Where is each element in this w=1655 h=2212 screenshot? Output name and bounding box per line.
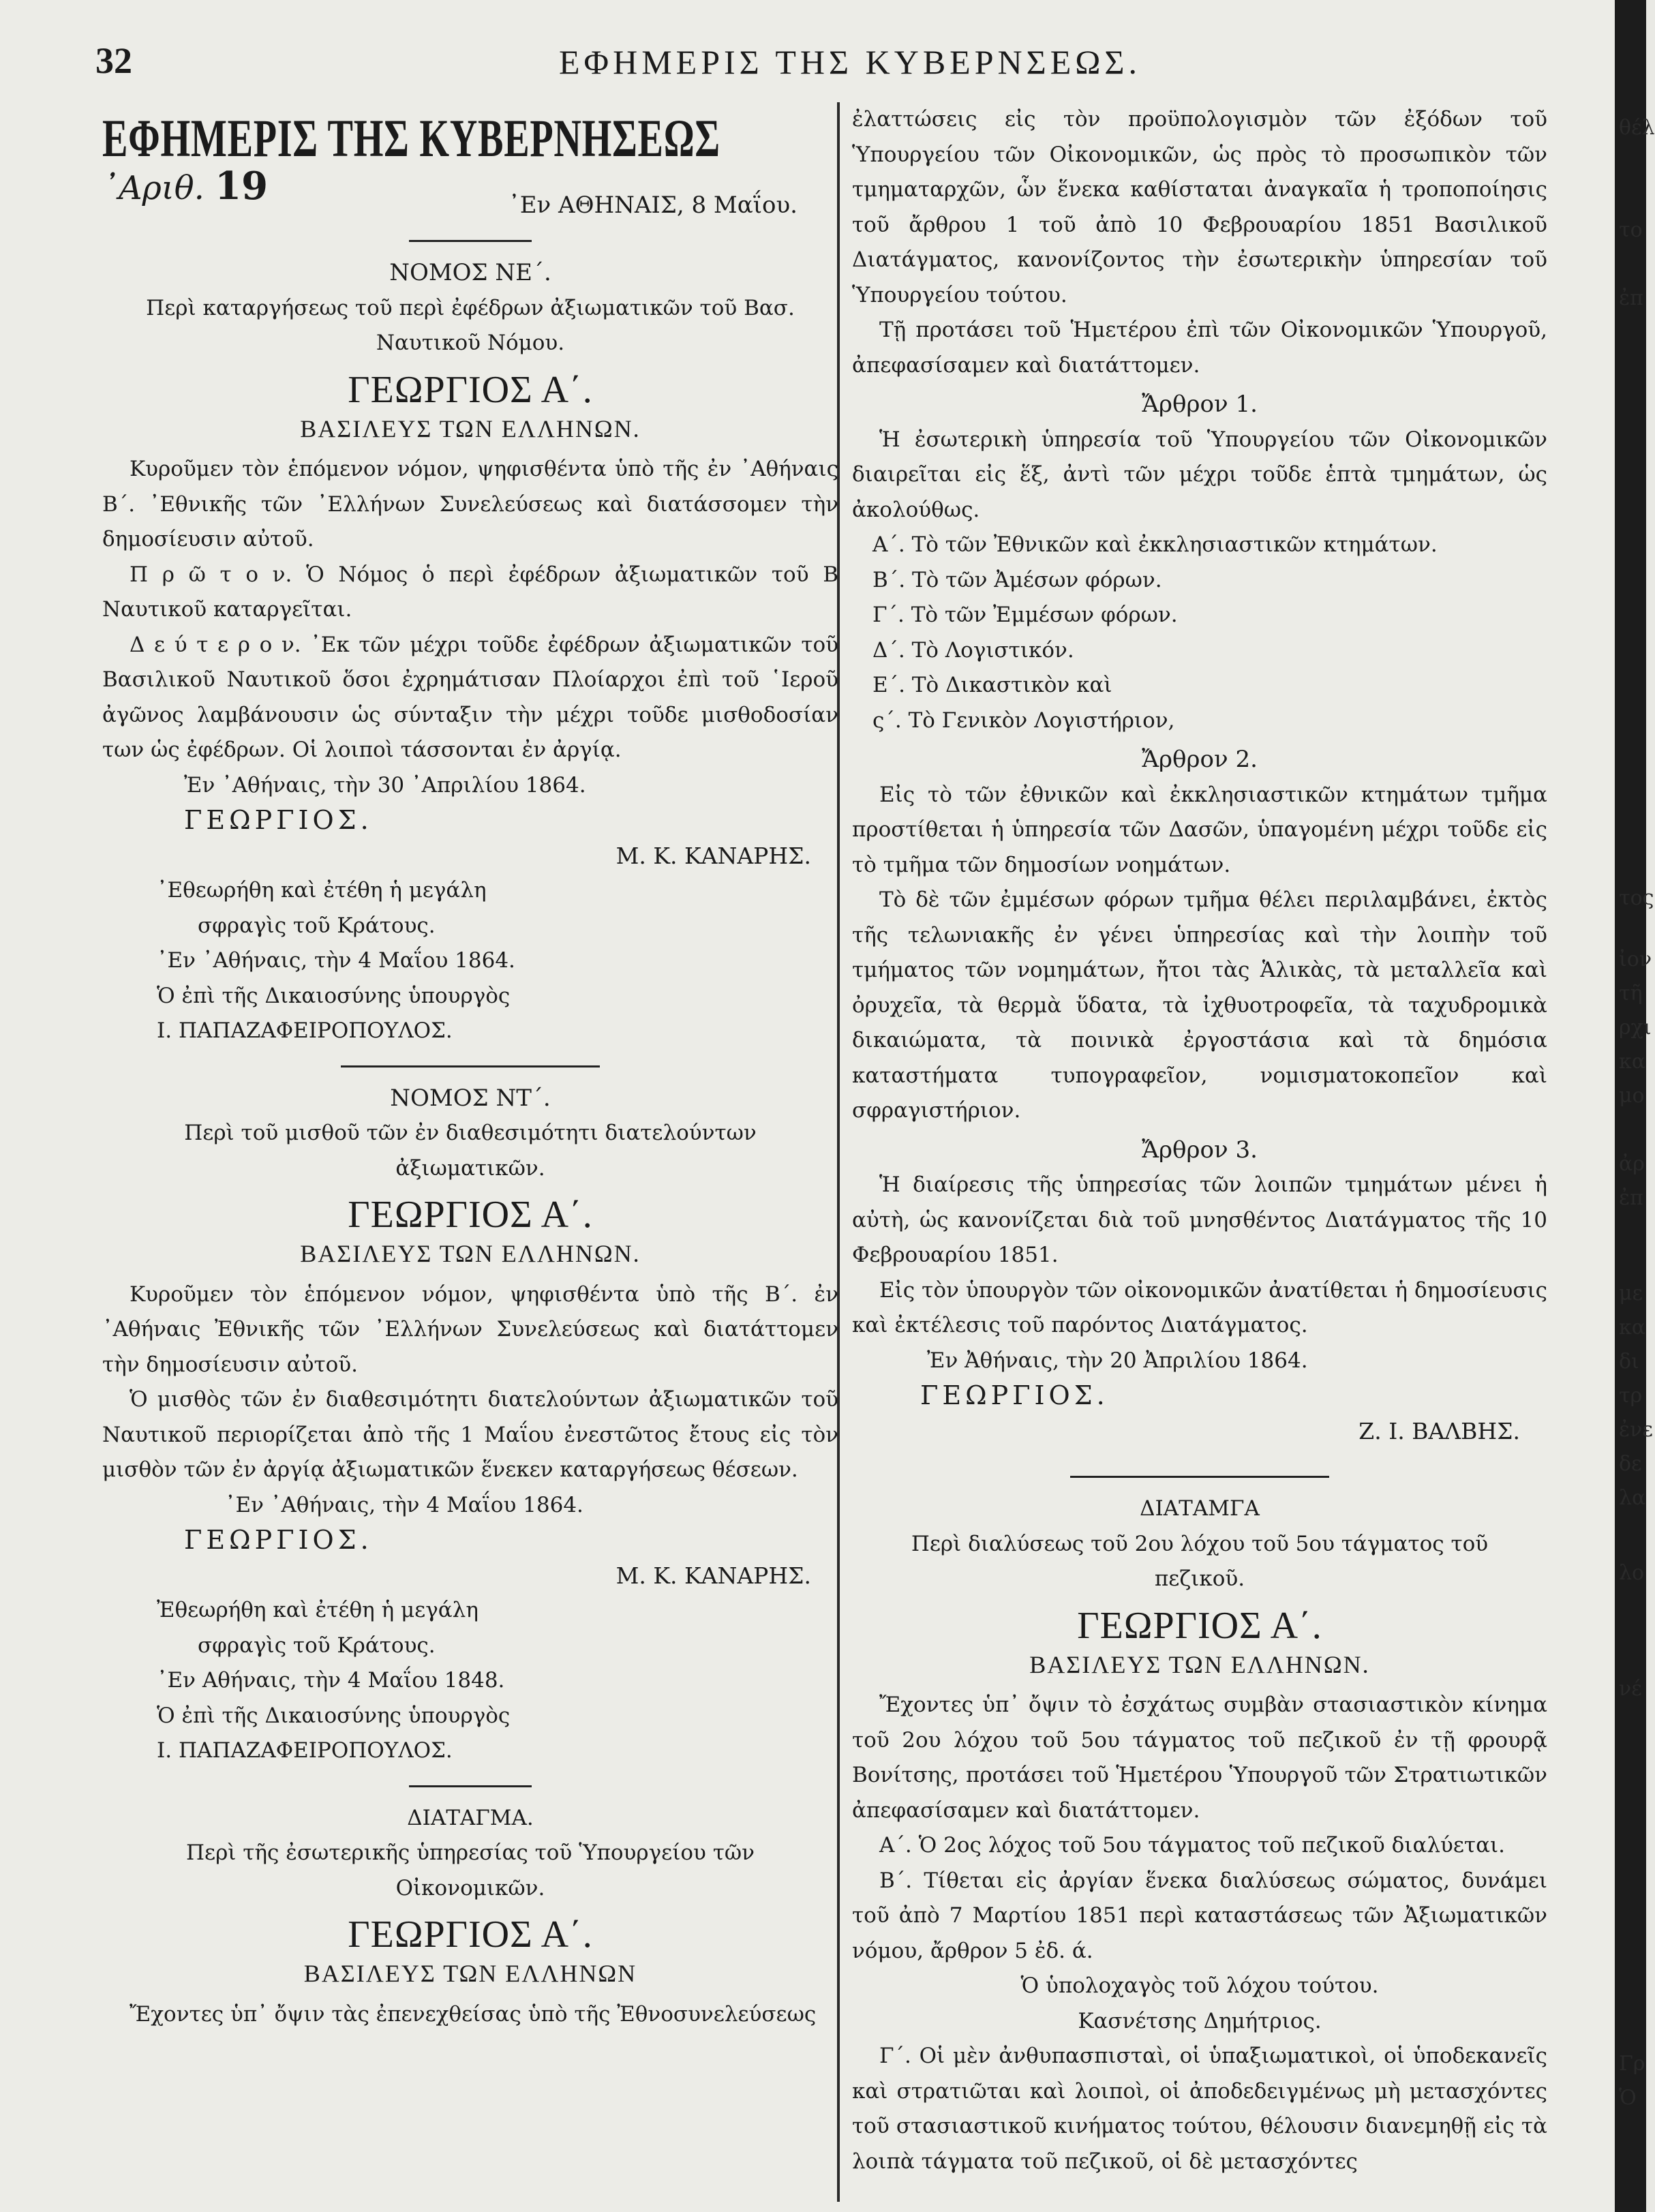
decree-opening: Ἔχοντες ὑπ᾿ ὄψιν τὰς ἐπενεχθείσας ὑπὸ τῆς Ἐθνοσυνελεύσεως: [130, 2001, 817, 2027]
fragment: κα: [1619, 1050, 1646, 1074]
list-item: Α΄. Τὸ τῶν Ἐθνικῶν καὶ ἐκκλησιαστικῶν κτημάτων.: [872, 532, 1438, 557]
decree-clause: Β΄. Τίθεται εἰς ἀργίαν ἕνεκα διαλύσεως σώματος, δυνάμει τοῦ ἀπὸ 7 Μαρτίου 1851 περὶ καταστάσεως τῶν Ἀξιωματικῶν νόμου, ἄρθρον 5 ἐδ. ά.: [852, 1868, 1547, 1963]
dated: Ἐν Ἀθήναις, τὴν 20 Ἀπριλίου 1864.: [927, 1348, 1308, 1373]
article-text: Τὸ δὲ τῶν ἐμμέσων φόρων τμῆμα θέλει περιλαμβάνει, ἐκτὸς τῆς τελωνιακῆς ἐν γένει ὑπηρεσίας καὶ τὴν λοιπὴν τοῦ τμήματος τῶν νομημάτων, ἤτοι τὰς Ἁλικὰς, τὰ μεταλλεῖα καὶ ὀρυχεῖα, τὰ θερμὰ ὕδατα, τὰ ἰχθυοτροφεῖα, τὰ ταχυδρομικὰ δικαιώματα, τὰ ποινικὰ ἐργοστάσια καὶ τὰ δημόσια καταστήματα τυπογραφεῖον, νομισματοκοπεῖον καὶ σφραγιστήριον.: [852, 888, 1547, 1123]
king-title: ΒΑΣΙΛΕΥΣ ΤΩΝ ΕΛΛΗΝΩΝ: [303, 1960, 637, 1987]
fragment: Ὁ: [1619, 2086, 1637, 2110]
fragment: κα: [1619, 1316, 1646, 1339]
seal-line: σφραγὶς τοῦ Κράτους.: [198, 1633, 436, 1658]
decree-opening: Ἔχοντες ὑπ᾿ ὄψιν τὸ ἐσχάτως συμβὰν στασιαστικὸν κίνημα τοῦ 2ου λόχου τοῦ 5ου τάγματος τοῦ πεζικοῦ ἐν τῇ φρουρᾷ Βονίτσης, προτάσει τοῦ Ἡμετέρου Ὑπουργοῦ τῶν Στρατιωτικῶν ἀπεφασίσαμεν καὶ διατάττομεν.: [852, 1693, 1547, 1823]
countersign: Ζ. Ι. ΒΑΛΒΗΣ.: [1358, 1417, 1520, 1444]
decree-clause: Α΄. Ὁ 2ος λόχος τοῦ 5ου τάγματος τοῦ πεζικοῦ διαλύεται.: [879, 1833, 1506, 1858]
law-heading: ΝΟΜΟΣ ΝΕ΄.: [389, 259, 551, 286]
article-text: Ἡ ἐσωτερικὴ ὑπηρεσία τοῦ Ὑπουργείου τῶν Οἰκονομικῶν διαιρεῖται εἰς ἕξ, ἀντὶ τῶν μέχρι τοῦδε ἑπτὰ τμημάτων, ὡς ἀκολούθως.: [852, 427, 1547, 522]
law-nt: [102, 1081, 838, 1769]
dated: Ἐν ᾿Αθήναις, τὴν 30 ᾿Απριλίου 1864.: [184, 772, 586, 798]
seal-line: σφραγὶς τοῦ Κράτους.: [198, 913, 436, 938]
fragment: ἐπ: [1619, 286, 1643, 310]
decree-heading: ΔΙΑΤΑΜΓΑ: [1140, 1496, 1260, 1521]
decree-subject: Περὶ τῆς ἐσωτερικῆς ὑπηρεσίας τοῦ Ὑπουργείου τῶν Οἰκονομικῶν.: [185, 1840, 755, 1900]
decree-proposal: Τῇ προτάσει τοῦ Ἡμετέρου ἐπὶ τῶν Οἰκονομικῶν Ὑπουργοῦ, ἀπεφασίσαμεν καὶ διατάττομεν.: [852, 318, 1547, 378]
fragment: ρχι: [1619, 1016, 1652, 1040]
king-title: ΒΑΣΙΛΕΥΣ ΤΩΝ ΕΛΛΗΝΩΝ.: [1029, 1650, 1370, 1678]
article-text: Ἡ διαίρεσις τῆς ὑπηρεσίας τῶν λοιπῶν τμημάτων μένει ἡ αὐτὴ, ὡς κανονίζεται διὰ τοῦ μνησθέντος Διατάγματος τῆς 10 Φεβρουαρίου 1851.: [852, 1172, 1547, 1267]
fragment: με: [1619, 1282, 1643, 1305]
officer-title: Ὁ ὑπολοχαγὸς τοῦ λόχου τούτου.: [1020, 1973, 1379, 1998]
running-title: ΕΦΗΜΕΡΙΣ ΤΗΣ ΚΥΒΕΡΝΣΕΩΣ.: [559, 43, 1142, 81]
fragment: θέλ: [1619, 116, 1655, 140]
king-name: ΓΕΩΡΓΙΟΣ Α΄.: [1077, 1604, 1322, 1647]
execution-clause: Εἰς τὸν ὑπουργὸν τῶν οἰκονομικῶν ἀνατίθεται ἡ δημοσίευσις καὶ ἐκτέλεσις τοῦ παρόντος Διατάγματος.: [852, 1277, 1547, 1337]
issue-date: ᾿Εν ΑΘΗΝΑΙΣ, 8 Μαΐου.: [508, 192, 798, 219]
minister-title: Ὁ ἐπὶ τῆς Δικαιοσύνης ὑπουργὸς: [157, 983, 511, 1008]
fragment: τος: [1619, 886, 1654, 910]
issue-line: [102, 164, 838, 224]
law-text: Ὁ μισθὸς τῶν ἐν διαθεσιμότητι διατελούντων ἀξιωματικῶν τοῦ Ναυτικοῦ περιορίζεται ἀπὸ τῆς 1 Μαΐου ἐνεστῶτος ἔτους εἰς τὸν μισθὸν τῶν ἐν ἀργίᾳ ἀξιωματικῶν ἕνεκεν καταργήσεως θέσεων.: [102, 1387, 838, 1482]
decree-ministry-part2: [852, 102, 1547, 1449]
list-item: Γ΄. Τὸ τῶν Ἐμμέσων φόρων.: [872, 603, 1178, 627]
right-column: [852, 102, 1547, 2179]
king-title: ΒΑΣΙΛΕΥΣ ΤΩΝ ΕΛΛΗΝΩΝ.: [300, 1240, 641, 1267]
article-heading: Ἄρθρον 2.: [1142, 746, 1258, 773]
decree-clause: Γ΄. Οἱ μὲν ἀνθυπασπισταὶ, οἱ ὑπαξιωματικοὶ, οἱ ὑποδεκανεῖς καὶ στρατιῶται καὶ λοιποὶ, οἱ ἀποδεδειγμένως μὴ μετασχόντες τοῦ στασιαστικοῦ κινήματος τούτου, θέλουσιν διανεμηθῇ εἰς τὰ λοιπὰ τάγματα τοῦ πεζικοῦ, οἱ δὲ μετασχόντες: [852, 2044, 1547, 2174]
minister-title: Ὁ ἐπὶ τῆς Δικαιοσύνης ὑπουργὸς: [157, 1703, 511, 1728]
decree-heading: ΔΙΑΤΑΓΜΑ.: [407, 1805, 534, 1830]
fragment: ἐπ: [1619, 1186, 1643, 1210]
fragment: ἐνε: [1619, 1418, 1653, 1442]
article-text: Εἰς τὸ τῶν ἐθνικῶν καὶ ἐκκλησιαστικῶν κτημάτων τμῆμα προστίθεται ἡ ὑπηρεσία τῶν Δασῶν, ὑπαγομένη μέχρι τοῦδε εἰς τὸ τμῆμα τῶν δημοσίων νοημάτων.: [852, 782, 1547, 877]
fragment: λο: [1619, 1561, 1645, 1585]
fragment: το: [1619, 218, 1643, 242]
rule: [1070, 1476, 1329, 1478]
preamble: Κυροῦμεν τὸν ἑπόμενον νόμον, ψηφισθέντα ὑπὸ τῆς ἐν ᾿Αθήναις Β΄. ᾿Εθνικῆς τῶν ᾿Ελλήνων Συνελεύσεως καὶ διατάσσομεν τὴν δημοσίευσιν αὐτοῦ.: [102, 457, 838, 551]
law-subject: Περὶ καταργήσεως τοῦ περὶ ἐφέδρων ἀξιωματικῶν τοῦ Βασ. Ναυτικοῦ Νόμου.: [146, 295, 795, 355]
decree-subject: Περὶ διαλύσεως τοῦ 2ου λόχου τοῦ 5ου τάγματος τοῦ πεζικοῦ.: [911, 1531, 1489, 1591]
seal-line: ᾿Εθεωρήθη καὶ ἐτέθη ἡ μεγάλη: [157, 878, 487, 903]
decree-ministry-part1: [102, 1801, 838, 2033]
article-heading: Ἄρθρον 1.: [1142, 391, 1258, 418]
fragment: λα: [1619, 1486, 1646, 1510]
fragment: μο: [1619, 1084, 1645, 1108]
rule: [409, 240, 532, 242]
article-second: Δ ε ύ τ ε ρ ο ν. ᾿Εκ τῶν μέχρι τοῦδε ἐφέδρων ἀξιωματικῶν τοῦ Βασιλικοῦ Ναυτικοῦ ὅσοι ἐχρημάτισαν Πλοίαρχοι ἐπὶ τοῦ ῾Ιεροῦ ἀγῶνος λαμβάνουσιν ὡς σύνταξιν τὴν μέχρι τοῦδε μισθοδοσίαν των ὡς ἐφέδρων. Οἱ λοιποὶ τάσσονται ἐν ἀργίᾳ.: [102, 632, 838, 762]
fragment: ἀρ: [1619, 1152, 1645, 1176]
rule: [409, 1785, 532, 1787]
decree-lochos: [852, 1491, 1547, 2179]
left-column: [102, 102, 838, 2032]
list-item: Β΄. Τὸ τῶν Ἀμέσων φόρων.: [872, 567, 1162, 592]
fragment: δι: [1619, 1350, 1639, 1374]
minister-name: Ι. ΠΑΠΑΖΑΦΕΙΡΟΠΟΥΛΟΣ.: [157, 1738, 453, 1763]
list-item: ς΄. Τὸ Γενικὸν Λογιστήριον,: [872, 708, 1175, 733]
decree-continuation: ἐλαττώσεις εἰς τὸν προϋπολογισμὸν τῶν ἐξόδων τοῦ Ὑπουργείου τῶν Οἰκονομικῶν, ὡς πρὸς τὸ προσωπικὸν τῶν τμηματαρχῶν, ὧν ἕνεκα καθίσταται ἀναγκαῖα ἡ τροποποίησις τοῦ ἄρθρου 1 τοῦ ἀπὸ 10 Φεβρουαρίου 1851 Βασιλικοῦ Διατάγματος, κανονίζοντος τὴν ἐσωτερικὴν ὑπηρεσίαν τοῦ Ὑπουργείου τούτου.: [852, 107, 1547, 307]
list-item: Ε΄. Τὸ Δικαστικὸν καὶ: [872, 673, 1112, 697]
law-subject: Περὶ τοῦ μισθοῦ τῶν ἐν διαθεσιμότητι διατελούντων ἀξιωματικῶν.: [184, 1121, 757, 1181]
masthead-title: ΕΦΗΜΕΡΙΣ ΤΗΣ ΚΥΒΕΡΝΗΣΕΩΣ: [102, 108, 720, 168]
officer-name: Κασνέτσης Δημήτριος.: [1078, 2008, 1322, 2033]
fragment: τρ: [1619, 1384, 1643, 1408]
signature: ΓΕΩΡΓΙΟΣ.: [184, 1525, 373, 1555]
seal-line: Ἐθεωρήθη καὶ ἐτέθη ἡ μεγάλη: [157, 1598, 479, 1622]
law-ne: [102, 256, 838, 1049]
signature: ΓΕΩΡΓΙΟΣ.: [920, 1380, 1109, 1410]
issue-number: ᾿Αριθ. 19: [102, 164, 269, 209]
signature: ΓΕΩΡΓΙΟΣ.: [184, 805, 373, 835]
countersign: Μ. Κ. ΚΑΝΑΡΗΣ.: [616, 1562, 811, 1589]
king-name: ΓΕΩΡΓΙΟΣ Α΄.: [348, 1913, 593, 1956]
rule: [341, 1065, 600, 1067]
law-heading: ΝΟΜΟΣ ΝΤ΄.: [390, 1084, 551, 1112]
fragment: νέ: [1619, 1677, 1642, 1701]
fragment: Γρ: [1619, 2052, 1645, 2076]
article-heading: Ἄρθρον 3.: [1142, 1136, 1258, 1164]
countersign: Μ. Κ. ΚΑΝΑΡΗΣ.: [616, 842, 811, 869]
preamble: Κυροῦμεν τὸν ἑπόμενον νόμον, ψηφισθέντα ὑπὸ τῆς Β΄. ἐν ᾿Αθήναις Ἐθνικῆς τῶν ᾿Ελλήνων Συνελεύσεως καὶ διατάττομεν τὴν δημοσίευσιν αὐτοῦ.: [102, 1282, 838, 1377]
fragment: τῆ: [1619, 982, 1643, 1005]
dated: ᾿Εν ᾿Αθήναις, τὴν 4 Μαΐου 1864.: [225, 1492, 583, 1517]
fragment: δε: [1619, 1452, 1642, 1476]
king-title: ΒΑΣΙΛΕΥΣ ΤΩΝ ΕΛΛΗΝΩΝ.: [300, 414, 641, 442]
page-number: 32: [95, 40, 132, 81]
fragment: ἰον: [1619, 948, 1652, 971]
list-item: Δ΄. Τὸ Λογιστικόν.: [872, 637, 1074, 663]
running-head: [95, 40, 1622, 87]
seal-date: ᾿Εν ᾿Αθήναις, τὴν 4 Μαΐου 1864.: [157, 948, 515, 973]
minister-name: Ι. ΠΑΠΑΖΑΦΕΙΡΟΠΟΥΛΟΣ.: [157, 1018, 453, 1043]
king-name: ΓΕΩΡΓΙΟΣ Α΄.: [348, 368, 593, 411]
king-name: ΓΕΩΡΓΙΟΣ Α΄.: [348, 1194, 593, 1236]
article-first: Π ρ ῶ τ ο ν. Ὁ Νόμος ὁ περὶ ἐφέδρων ἀξιωματικῶν τοῦ Β Ναυτικοῦ καταργεῖται.: [102, 562, 838, 622]
seal-date: ᾿Εν Αθήναις, τὴν 4 Μαΐου 1848.: [157, 1668, 505, 1693]
